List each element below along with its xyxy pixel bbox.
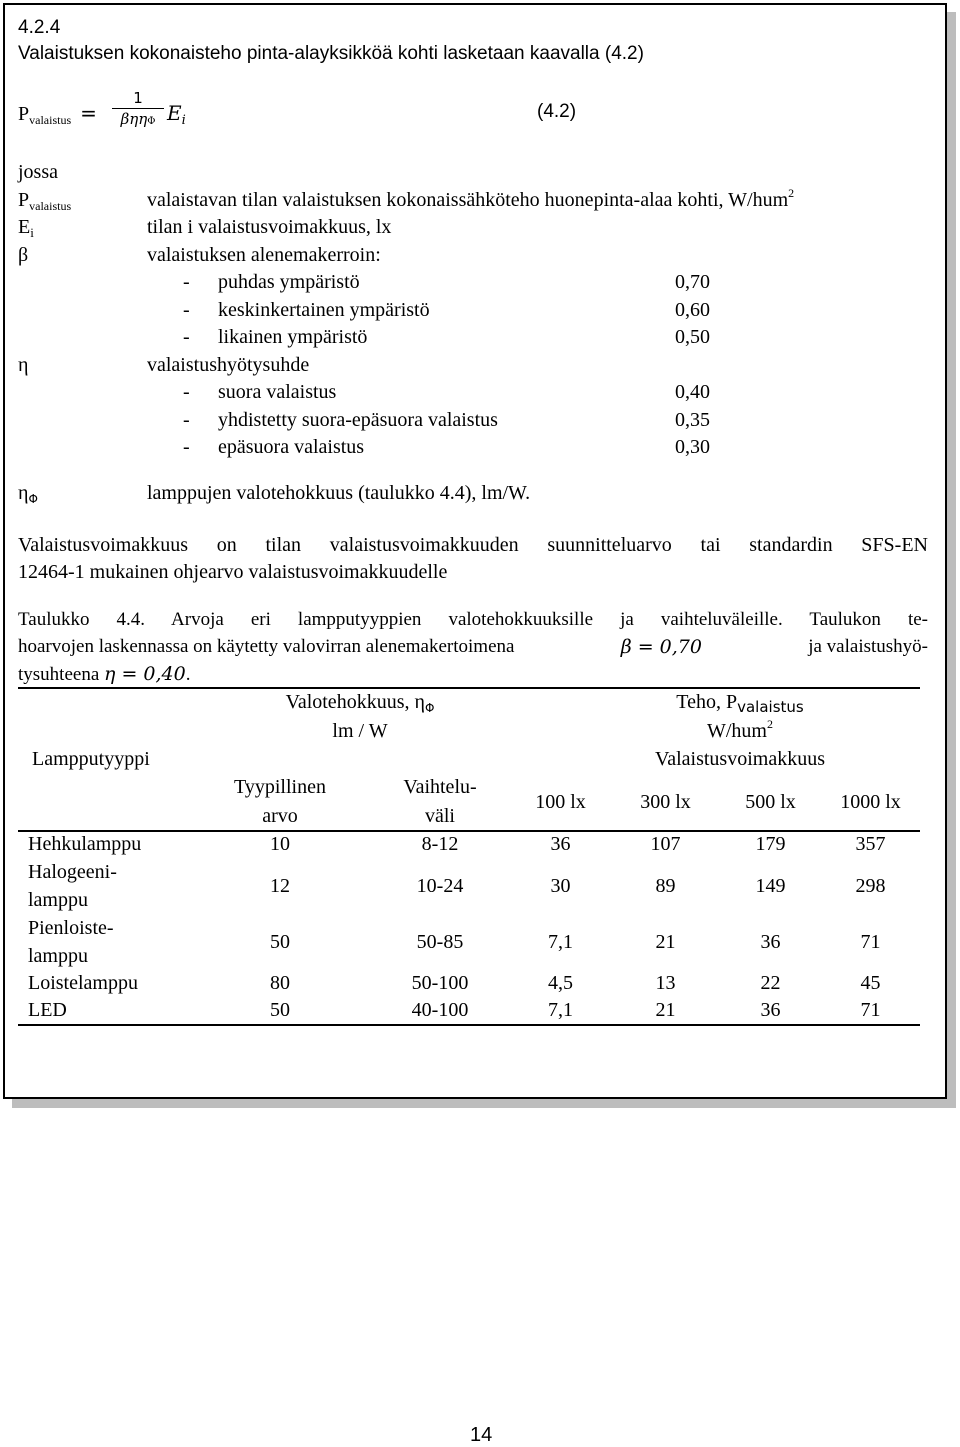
row-v300: 107 (650, 833, 681, 855)
formula-lhs-subscript: valaistus (29, 113, 72, 127)
row-v500: 36 (760, 931, 781, 953)
caption-line-1: Taulukko 4.4. Arvoja eri lampputyyppien valotehokkuuksille ja vaihteluväleille. Taulukon te- (18, 609, 928, 630)
formula-equals: = (80, 101, 97, 125)
def-symbol-e (18, 216, 34, 239)
eta-bullet: - (183, 409, 190, 431)
def-text-eta: valaistushyötysuhde (147, 354, 310, 376)
eta-item-value: 0,30 (675, 436, 710, 458)
illuminance-header: Valaistusvoimakkuus (655, 748, 825, 770)
row-range: 8-12 (421, 833, 459, 855)
caption-line-2-a: hoarvojen laskennassa on käytetty valovirran alenemakertoimena (18, 636, 515, 657)
row-v100: 7,1 (548, 931, 573, 953)
def-eta-phi-subscript: Φ (28, 492, 38, 506)
row-typical: 80 (270, 972, 290, 994)
def-p-text: valaistavan tilan valaistuksen kokonaissähköteho huonepinta-alaa kohti, W/hum (147, 189, 789, 211)
efficacy-header-sub: Φ (424, 701, 435, 715)
page-number: 14 (470, 1424, 493, 1446)
beta-item-value: 0,60 (675, 299, 710, 321)
row-v300: 89 (655, 875, 676, 897)
eta-item-label: yhdistetty suora-epäsuora valaistus (218, 409, 498, 431)
def-symbol-beta: β (18, 244, 29, 266)
row-typical: 12 (270, 875, 290, 897)
lux-column-100: 100 lx (535, 791, 586, 813)
def-symbol-eta-phi (18, 482, 38, 505)
row-v100: 7,1 (548, 999, 573, 1021)
formula-lhs (18, 101, 97, 126)
caption-line-2-b: ja valaistushyö- (808, 636, 928, 657)
beta-item-label: likainen ympäristö (218, 326, 368, 348)
def-text-p (147, 186, 795, 212)
row-v1000: 71 (860, 999, 881, 1021)
beta-bullet: - (183, 271, 190, 293)
eta-bullet: - (183, 381, 190, 403)
row-v100: 36 (550, 833, 571, 855)
row-v1000: 71 (860, 931, 881, 953)
row-range: 40-100 (411, 999, 469, 1021)
def-symbol-eta: η (18, 354, 29, 376)
efficacy-header-text: Valotehokkuus, η (285, 691, 425, 713)
beta-item-value: 0,50 (675, 326, 710, 348)
def-p-subscript: valaistus (29, 199, 72, 213)
row-lamp-name: Halogeeni- (28, 861, 117, 883)
row-v500: 36 (760, 999, 781, 1021)
paragraph-line-1: Valaistusvoimakkuus on tilan valaistusvoimakkuuden suunnitteluarvo tai standardin SFS-EN (18, 534, 928, 556)
row-v1000: 298 (855, 875, 886, 897)
formula-numerator: 1 (133, 89, 143, 107)
range-header-2: väli (425, 805, 455, 827)
row-v500: 179 (755, 833, 786, 855)
typical-header-1: Tyypillinen (234, 776, 326, 798)
row-v500: 22 (760, 972, 781, 994)
eta-item-label: suora valaistus (218, 381, 337, 403)
row-range: 10-24 (416, 875, 464, 897)
caption-line-3-a: tysuhteena (18, 664, 100, 685)
beta-item-value: 0,70 (675, 271, 710, 293)
eta-item-value: 0,40 (675, 381, 710, 403)
efficacy-header (200, 691, 520, 714)
row-v1000: 45 (860, 972, 881, 994)
row-typical: 50 (270, 931, 290, 953)
eta-item-value: 0,35 (675, 409, 710, 431)
def-text-beta: valaistuksen alenemakerroin: (147, 244, 381, 266)
beta-item-label: puhdas ympäristö (218, 271, 360, 293)
range-header-1: Vaihtelu- (403, 776, 477, 798)
row-lamp-name: Pienloiste- (28, 917, 114, 939)
lux-column-500: 500 lx (745, 791, 796, 813)
row-v500: 149 (755, 875, 786, 897)
caption-line-3-b: . (185, 664, 191, 685)
where-label: jossa (18, 161, 58, 183)
def-text-eta-phi: lamppujen valotehokkuus (taulukko 4.4), lm/W. (147, 482, 531, 504)
beta-bullet: - (183, 299, 190, 321)
table-header-rule (18, 830, 920, 832)
row-v100: 4,5 (548, 972, 573, 994)
def-p-symbol: P (18, 189, 30, 211)
row-lamp-name: Hehkulamppu (28, 833, 142, 855)
row-lamp-name: Loistelamppu (28, 972, 138, 994)
efficacy-unit: lm / W (332, 720, 388, 742)
row-lamp-name-cont: lamppu (28, 945, 88, 967)
def-e-symbol: E (18, 216, 31, 238)
row-range: 50-85 (416, 931, 464, 953)
caption-line-3 (18, 663, 190, 686)
beta-item-label: keskinkertainen ympäristö (218, 299, 430, 321)
row-lamp-name-cont: lamppu (28, 889, 88, 911)
lux-column-300: 300 lx (640, 791, 691, 813)
row-typical: 50 (270, 999, 290, 1021)
row-v100: 30 (550, 875, 571, 897)
formula-rhs-symbol: E (167, 101, 182, 125)
power-unit-text: W/hum (707, 720, 767, 742)
row-v1000: 357 (855, 833, 886, 855)
power-unit-sup: 2 (767, 717, 773, 731)
typical-header-2: arvo (262, 805, 298, 827)
def-symbol-p (18, 189, 71, 212)
type-header: Lampputyyppi (32, 748, 150, 770)
def-p-sup: 2 (788, 186, 795, 200)
power-unit (560, 717, 920, 743)
paragraph-line-2: 12464-1 mukainen ohjearvo valaistusvoimakkuudelle (18, 561, 448, 583)
def-e-subscript: i (30, 225, 34, 240)
formula-fraction (112, 90, 164, 131)
section-number: 4.2.4 (18, 17, 61, 38)
table-bottom-rule (18, 1024, 920, 1026)
formula-lhs-symbol: P (18, 103, 30, 125)
formula-number: (4.2) (537, 101, 577, 122)
row-v300: 13 (655, 972, 676, 994)
table-top-rule (18, 687, 920, 689)
row-range: 50-100 (411, 972, 469, 994)
eta-item-label: epäsuora valaistus (218, 436, 365, 458)
row-lamp-name: LED (28, 999, 67, 1021)
caption-eta-eq: η = 0,40 (104, 663, 186, 685)
lux-column-1000: 1000 lx (840, 791, 901, 813)
intro-text: Valaistuksen kokonaisteho pinta-alayksikköä kohti lasketaan kaavalla (4.2) (18, 43, 644, 64)
formula-denominator (112, 110, 164, 131)
power-header-sub: valaistus (737, 698, 804, 716)
caption-beta-eq: β = 0,70 (620, 636, 702, 658)
fraction-bar (112, 108, 164, 109)
eta-bullet: - (183, 436, 190, 458)
def-text-e: tilan i valaistusvoimakkuus, lx (147, 216, 392, 238)
power-header (560, 691, 920, 714)
row-v300: 21 (655, 931, 676, 953)
caption-line-2 (18, 636, 928, 658)
row-typical: 10 (270, 833, 290, 855)
formula-rhs (167, 101, 186, 128)
power-header-text: Teho, P (676, 691, 738, 713)
row-v300: 21 (655, 999, 676, 1021)
def-eta-phi-symbol: η (18, 482, 29, 504)
formula-denominator-main: βηη (120, 110, 148, 128)
formula-denominator-sub: Φ (147, 116, 156, 127)
beta-bullet: - (183, 326, 190, 348)
formula-rhs-subscript: i (181, 113, 186, 128)
